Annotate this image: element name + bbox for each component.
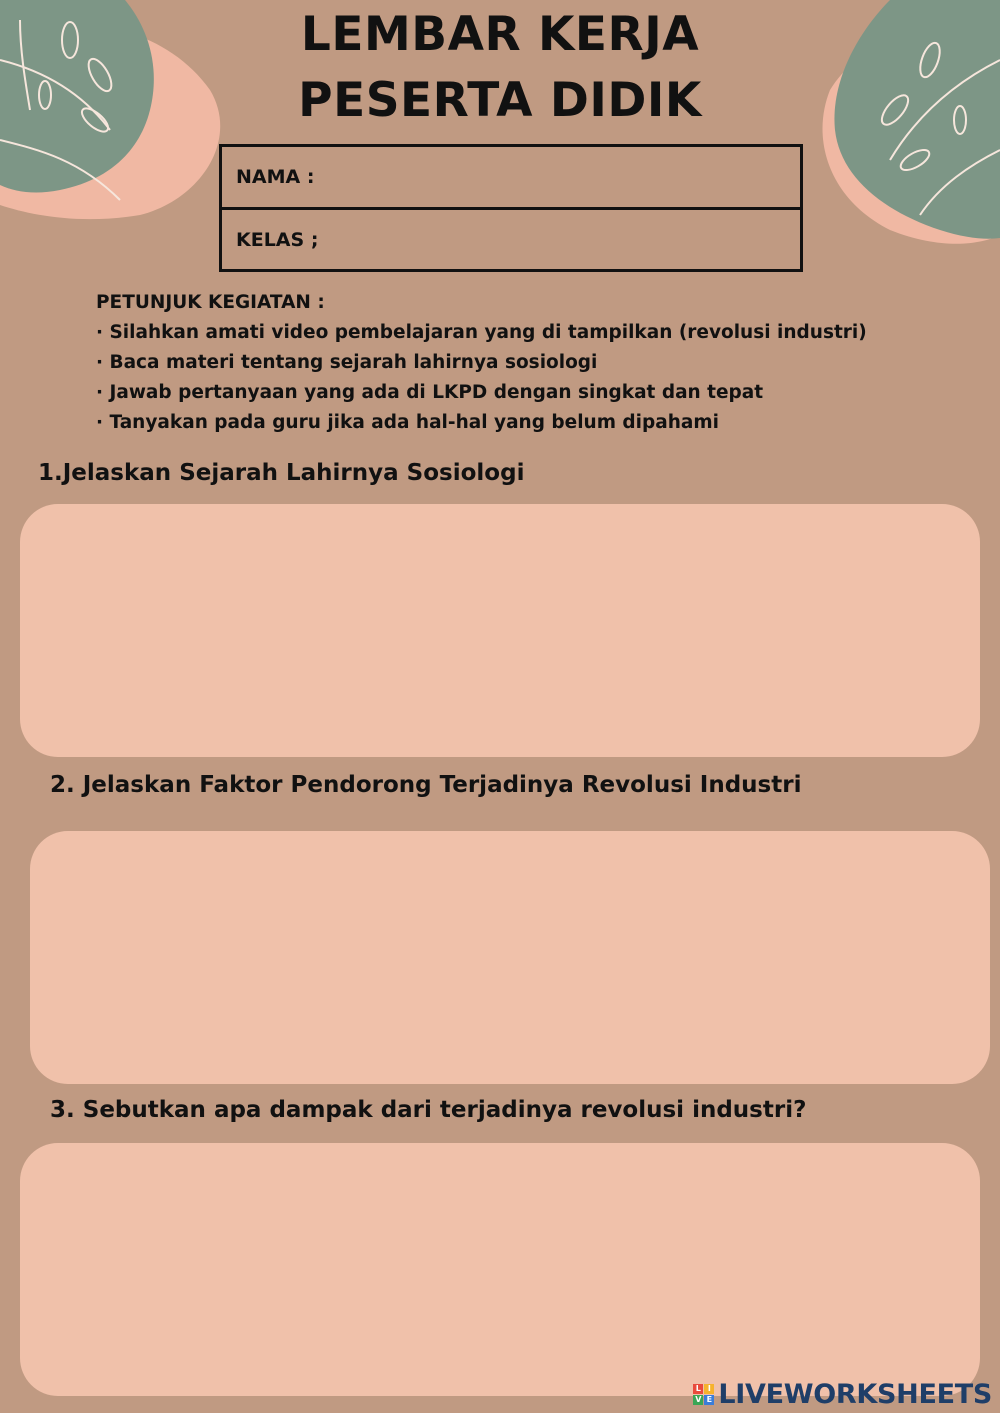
instruction-item: · Baca materi tentang sejarah lahirnya sosiologi — [96, 348, 956, 378]
answer-box-2[interactable] — [30, 831, 990, 1084]
instructions-list — [96, 318, 956, 438]
name-label: NAMA : — [236, 166, 315, 188]
liveworksheets-watermark — [693, 1377, 992, 1411]
page-title: LEMBAR KERJA PESERTA DIDIK — [298, 7, 702, 128]
watermark-text: LIVEWORKSHEETS — [718, 1378, 992, 1410]
question-1: 1.Jelaskan Sejarah Lahirnya Sosiologi — [38, 460, 525, 486]
answer-box-1[interactable] — [20, 504, 980, 757]
instructions-heading: PETUNJUK KEGIATAN : — [96, 292, 325, 313]
question-3: 3. Sebutkan apa dampak dari terjadinya revolusi industri? — [50, 1097, 807, 1123]
question-2: 2. Jelaskan Faktor Pendorong Terjadinya Revolusi Industri — [50, 772, 802, 798]
class-label: KELAS ; — [236, 228, 319, 251]
name-field[interactable] — [222, 147, 800, 207]
monstera-leaf-right-decoration — [810, 0, 1000, 250]
instruction-item: · Tanyakan pada guru jika ada hal-hal yang belum dipahami — [96, 408, 956, 438]
activity-instructions — [96, 288, 956, 438]
instruction-item: · Silahkan amati video pembelajaran yang di tampilkan (revolusi industri) — [96, 318, 956, 348]
class-field[interactable] — [222, 207, 800, 269]
instruction-item: · Jawab pertanyaan yang ada di LKPD dengan singkat dan tepat — [96, 378, 956, 408]
liveworksheets-logo-icon: L I V E — [693, 1384, 714, 1405]
student-identity-box — [219, 144, 803, 272]
answer-box-3[interactable] — [20, 1143, 980, 1396]
